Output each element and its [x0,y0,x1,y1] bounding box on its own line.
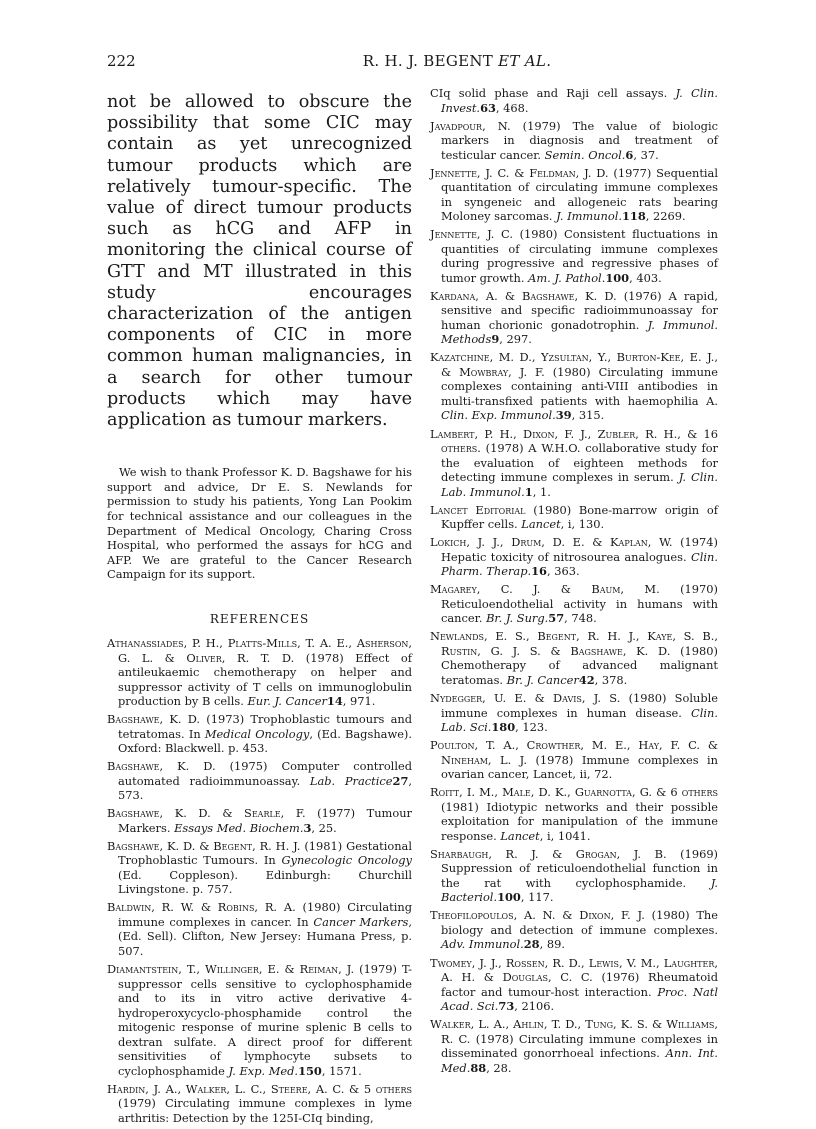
reference-volume: 118 [621,209,646,224]
reference-authors: Roitt, I. M., Male, D. K., Guarnotta, G. & 6 others [430,785,718,800]
reference-pages: , 25. [311,820,337,835]
reference-pages: , i, 1041. [539,828,591,843]
page-header [107,52,807,76]
reference-authors: Jennette, J. C. [430,227,513,242]
reference-pages: , 2269. [645,209,686,224]
reference-journal: Eur. J. Cancer [247,694,327,708]
reference-authors: Kardana, A. & Bagshawe, K. D. [430,288,617,303]
reference-entry [430,86,718,115]
reference-pages: , 315. [571,408,605,423]
reference-volume: 14 [326,694,343,708]
reference-journal: Clin. Lab. Sci. [441,705,718,735]
reference-journal: Medical Oncology [204,726,310,741]
reference-text: (1973) Trophoblastic tumours and tetratomas. In [118,712,412,741]
reference-entry [430,691,718,735]
reference-entry [107,712,412,756]
reference-pages: , 117. [520,890,554,905]
reference-authors: Kazatchine, M. D., Yzsultan, Y., Burton-Kee, E. J., & Mowbray, J. F. [430,350,718,379]
reference-volume: 9 [491,332,500,347]
reference-text: (1980) Circulating immune complexes containing anti-VIII antibodies in multi-transfixed patients with haemophilia A. [441,364,718,408]
reference-authors: Hardin, J. A., Walker, L. C., Steere, A. C. & 5 others [107,1081,412,1096]
right-column [430,86,718,1079]
reference-authors: Twomey, J. J., Rossen, R. D., Lewis, V. M., Laughter, A. H. & Douglas, C. C. [430,955,718,984]
reference-text: (1980) The biology and detection of immune complexes. [441,908,719,937]
reference-pages: , 468. [495,100,529,115]
reference-journal: J. Clin. Invest. [441,86,718,115]
reference-journal: Cancer Markers [313,914,409,929]
acknowledgement-paragraph: We wish to thank Professor K. D. Bagshawe for his support and advice, Dr E. S. Newlands for permission to study his patients, Yong Lan Pookim for technical assistance and our colleagues in the Department of Medical Oncology, Charing Cross Hospital, who performed the assays for hCG and AFP. We are grateful to the Cancer Research Campaign for its support. [107,465,412,582]
reference-volume: 57 [548,611,565,626]
reference-journal: Proc. Natl Acad. Sci. [441,984,718,1013]
reference-entry [430,350,718,423]
reference-text: (1976) A rapid, sensitive and specific radioimmunoassay for human chorionic gonadotrophin. [441,288,718,332]
reference-text: (1980) Soluble immune complexes in human disease. [441,691,718,720]
reference-journal: J. Immunol. Methods [441,317,719,347]
reference-journal: Lab. Practice [309,773,393,788]
reference-entry [430,166,718,224]
reference-volume: 63 [480,100,496,115]
reference-authors: Sharbaugh, R. J. & Grogan, J. B. [430,846,667,861]
reference-journal: Adv. Immunol. [441,937,524,952]
reference-entry [430,908,718,952]
reference-pages: , 573. [118,773,412,803]
reference-pages: , 378. [594,672,628,687]
reference-volume: 88 [470,1060,487,1075]
reference-list-left [107,636,412,1125]
reference-pages: , 37. [633,147,659,162]
reference-entry [430,119,718,163]
reference-authors: Jennette, J. C. & Feldman, J. D. [430,165,609,180]
reference-text: (1976) Rheumatoid factor and tumour-host interaction. [441,970,718,999]
reference-entry [430,956,718,1014]
reference-journal: Essays Med. Biochem. [174,820,304,835]
reference-authors: Nydegger, U. E. & Davis, J. S. [430,691,621,706]
reference-pages: , 2106. [514,999,555,1013]
reference-pages: (Ed. Coppleson). Edinburgh: Churchill Livingstone. p. 757. [118,867,412,897]
reference-entry [107,1082,412,1126]
reference-authors: Walker, L. A., Ahlin, T. D., Tung, K. S. & Williams, R. C. [430,1017,718,1046]
running-head [107,52,807,70]
reference-entry [430,582,718,626]
reference-journal: Semin. Oncol. [544,147,626,162]
reference-pages: , 1571. [321,1063,362,1078]
running-head-etal: ET AL. [498,52,552,70]
reference-journal: Clin. Pharm. Therap. [441,549,718,579]
reference-volume: 150 [298,1063,322,1078]
reference-journal: Lancet [521,517,561,532]
reference-entry [430,785,718,843]
reference-pages: , 971. [342,694,376,708]
reference-entry [107,636,412,709]
reference-journal: Gynecologic Oncology [281,853,412,868]
reference-entry [430,847,718,905]
reference-entry [107,962,412,1078]
reference-journal: Br. J. Cancer [506,672,579,687]
reference-authors: Lancet Editorial [430,502,526,517]
reference-text: (1980) Consistent fluctuations in quantities of circulating immune complexes during progressive and regressive phases of tumor growth. [441,227,718,285]
reference-journal: Am. J. Pathol. [528,270,606,285]
reference-authors: Javadpour, N. [430,118,511,133]
reference-volume: 73 [498,999,515,1013]
reference-entry [430,738,718,782]
reference-journal: J. Immunol. [556,209,622,224]
reference-authors: Diamantstein, T., Willinger, E. & Reiman, J. [107,962,355,977]
reference-entry [107,759,412,803]
reference-journal: Ann. Int. Med. [441,1046,718,1075]
reference-pages: , 363. [546,564,580,579]
reference-entry [430,427,718,500]
reference-text: (1977) Sequential quantitation of circulating immune complexes in syngeneic and allogeneic rats bearing Moloney sarcomas. [441,165,718,224]
reference-journal: Lancet [500,828,540,843]
reference-journal: J. Exp. Med. [228,1063,299,1078]
reference-volume: 100 [497,890,521,905]
reference-pages: , 89. [539,937,565,952]
reference-authors: Newlands, E. S., Begent, R. H. J., Kaye, S. B., Rustin, G. J. S. & Bagshawe, K. D. [430,629,718,658]
reference-journal: J. Bacteriol. [441,875,718,905]
reference-journal: Br. J. Surg. [486,611,549,626]
reference-pages: , (Ed. Sell). Clifton, New Jersey: Humana Press, p. 507. [118,914,412,958]
reference-text: (1980) Bone-marrow origin of Kupffer cells. [441,502,718,532]
reference-authors: Bagshawe, K. D. [107,759,216,774]
reference-authors: Magarey, C. J. & Baum, M. [430,582,660,597]
reference-text: (1978) Immune complexes in ovarian cancer, Lancet, ii, 72. [441,752,718,782]
running-head-authors: R. H. J. BEGENT [362,52,499,70]
reference-volume: 39 [555,408,572,423]
reference-pages: , 748. [564,611,597,626]
reference-entry [430,503,718,532]
page-number: 222 [107,52,136,70]
reference-text: (1979) T-suppressor cells sensitive to cyclophosphamide and to its in vitro active derivative 4-hydroperoxycyclo-phosphamide control the mitogenic response of murine splenic B cells to dextran sulfate. A direct proof for different sensitivities of lymphocyte subsets to cyclophosphamide [118,962,412,1078]
reference-pages: , i, 130. [560,517,605,532]
reference-authors: Lambert, P. H., Dixon, F. J., Zubler, R. H., & 16 others. [430,426,718,456]
reference-pages: , 123. [515,720,548,735]
reference-authors: Athanassiades, P. H., Platts-Mills, T. A. E., Asherson, G. L. & Oliver, R. T. D. [107,636,412,665]
reference-authors: Bagshawe, K. D. & Searle, F. [107,806,306,821]
reference-text: (1981) Gestational Trophoblastic Tumours. In [118,838,412,868]
reference-text: (1977) Tumour Markers. [118,806,412,835]
left-column [107,86,412,1129]
reference-authors: Theofilopoulos, A. N. & Dixon, F. J. [430,908,645,923]
reference-journal: J. Clin. Lab. Immunol. [441,470,718,499]
reference-text: (1981) Idiotypic networks and their possible exploitation for manipulation of the immune response. [441,799,718,843]
reference-entry [107,900,412,958]
reference-journal: Clin. Exp. Immunol. [441,408,556,423]
reference-text: (1978) Circulating immune complexes in disseminated gonorrhoeal infections. [441,1031,718,1061]
reference-entry [430,629,718,687]
reference-entry [430,227,718,285]
reference-entry [430,1017,718,1075]
reference-text: (1979) The value of biologic markers in diagnosis and treatment of testicular cancer. [441,118,718,162]
reference-text: CIq solid phase and Raji cell assays. [430,86,676,100]
reference-text: (1969) Suppression of reticuloendothelial function in the rat with cyclophosphamide. [441,846,719,890]
reference-list-right [430,86,718,1075]
reference-volume: 27 [392,773,409,788]
reference-text: (1980) Circulating immune complexes in cancer. In [118,900,413,929]
reference-authors: Poulton, T. A., Crowther, M. E., Hay, F. C. & Nineham, L. J. [430,738,718,767]
reference-pages: , 297. [499,332,532,347]
reference-text: (1970) Reticuloendothelial activity in humans with cancer. [441,582,718,626]
reference-pages: , 1. [532,484,551,499]
reference-entry [107,839,412,897]
reference-entry [430,535,718,579]
reference-volume: 42 [578,672,595,687]
reference-text: (1979) Circulating immune complexes in lyme arthritis: Detection by the 125I-CIq binding, [118,1096,412,1125]
reference-pages: , 28. [486,1060,512,1075]
reference-volume: 180 [491,720,516,735]
reference-text: (1974) Hepatic toxicity of nitrosourea analogues. [441,535,718,564]
reference-authors: Bagshawe, K. D. & Begent, R. H. J. [107,838,301,853]
reference-volume: 28 [523,937,540,952]
reference-entry [430,289,718,347]
reference-authors: Lokich, J. J., Drum, D. E. & Kaplan, W. [430,535,673,550]
reference-volume: 16 [531,564,547,579]
reference-text: (1978) Effect of antileukaemic chemotherapy on helper and suppressor activity of T cells on immunoglobulin production by B cells. [118,650,413,708]
reference-pages: , (Ed. Bagshawe). Oxford: Blackwell. p. 453. [118,726,413,756]
reference-authors: Baldwin, R. W. & Robins, R. A. [107,900,296,915]
reference-text: (1978) A W.H.O. collaborative study for the evaluation of eighteen methods for detecting immune complexes in serum. [441,441,718,485]
reference-authors: Bagshawe, K. D. [107,712,201,727]
reference-pages: , 403. [629,270,662,285]
reference-volume: 3 [303,820,312,835]
reference-volume: 6 [625,147,634,162]
body-paragraph: not be allowed to obscure the possibility that some CIC may contain as yet unrecognized tumour products which are relatively tumour-specific. The value of direct tumour products such as hCG and AFP in monitoring the clinical course of GTT and MT illustrated in this study encourages characterization of the antigen components of CIC in more common human malignancies, in a search for other tumour products which may have application as tumour markers. [107,92,412,431]
reference-entry [107,806,412,835]
reference-text: (1980) Chemotherapy of advanced malignant teratomas. [441,643,718,687]
reference-volume: 1 [524,484,533,499]
reference-text: (1975) Computer controlled automated radioimmunoassay. [118,759,413,788]
references-heading: REFERENCES [209,612,310,626]
reference-volume: 100 [605,270,630,285]
